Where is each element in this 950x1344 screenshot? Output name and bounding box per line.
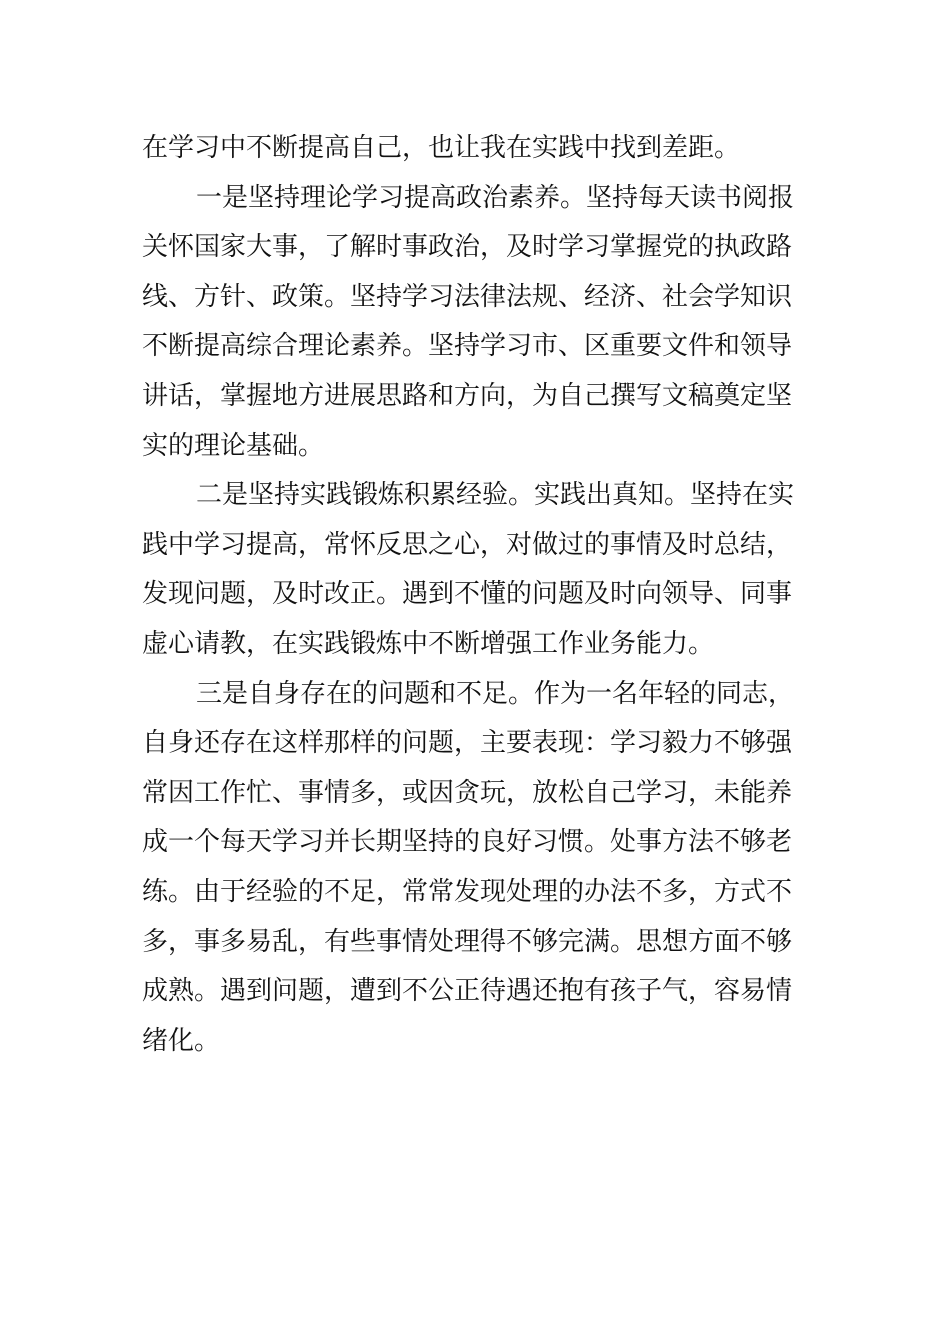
text-line: 线、方针、政策。坚持学习法律法规、经济、社会学知识 [142, 281, 793, 312]
text-line: 成一个每天学习并长期坚持的良好习惯。处事方法不够老 [142, 827, 793, 858]
text-line: 常因工作忙、事情多，或因贪玩，放松自己学习，未能养 [142, 777, 793, 808]
text-line: 绪化。 [142, 1025, 221, 1056]
text-line: 在学习中不断提高自己，也让我在实践中找到差距。 [142, 133, 741, 163]
text-line: 自身还存在这样那样的问题，主要表现：学习毅力不够强 [142, 728, 793, 759]
paragraph-first-line: 三是自身存在的问题和不足。作为一名年轻的同志， [196, 678, 795, 709]
text-line: 练。由于经验的不足，常常发现处理的办法不多，方式不 [142, 876, 793, 907]
paragraph-first-line: 一是坚持理论学习提高政治素养。坚持每天读书阅报 [196, 182, 795, 213]
document-body [142, 124, 812, 1066]
text-line: 关怀国家大事，了解时事政治，及时学习掌握党的执政路 [142, 232, 793, 263]
text-line: 践中学习提高，常怀反思之心，对做过的事情及时总结， [142, 529, 793, 560]
paragraph-first-line: 二是坚持实践锻炼积累经验。实践出真知。坚持在实 [196, 480, 795, 511]
text-line: 实的理论基础。 [142, 430, 325, 461]
text-line: 讲话，掌握地方进展思路和方向，为自己撰写文稿奠定坚 [142, 380, 793, 411]
text-line: 成熟。遇到问题，遭到不公正待遇还抱有孩子气，容易情 [142, 976, 793, 1007]
text-line: 发现问题，及时改正。遇到不懂的问题及时向领导、同事 [142, 579, 793, 610]
text-line: 多，事多易乱，有些事情处理得不够完满。思想方面不够 [142, 926, 793, 957]
text-line: 不断提高综合理论素养。坚持学习市、区重要文件和领导 [142, 331, 793, 362]
text-line: 虚心请教，在实践锻炼中不断增强工作业务能力。 [142, 628, 715, 659]
